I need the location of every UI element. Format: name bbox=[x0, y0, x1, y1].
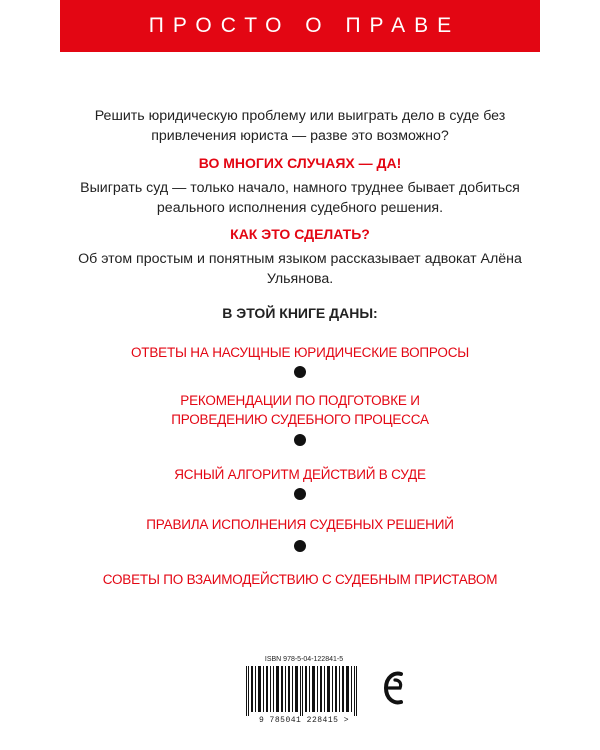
contents-item: РЕКОМЕНДАЦИИ ПО ПОДГОТОВКЕ И ПРОВЕДЕНИЮ СУДЕБНОГО ПРОЦЕССА bbox=[171, 393, 429, 427]
contents-item: ПРАВИЛА ИСПОЛНЕНИЯ СУДЕБНЫХ РЕШЕНИЙ bbox=[146, 517, 454, 532]
bullet-dot-icon bbox=[294, 434, 306, 446]
intro-statement: Выиграть суд — только начало, намного труднее бывает добиться реального исполнения судебного решения. bbox=[80, 180, 520, 216]
contents-item: ОТВЕТЫ НА НАСУЩНЫЕ ЮРИДИЧЕСКИЕ ВОПРОСЫ bbox=[131, 345, 469, 360]
bullet-dot-icon bbox=[294, 540, 306, 552]
bullet-dot-icon bbox=[294, 366, 306, 378]
barcode-bars-icon bbox=[244, 666, 364, 716]
isbn-number: ISBN 978-5-04-122841-5 bbox=[264, 656, 344, 663]
barcode bbox=[240, 656, 368, 730]
bullet-dot-icon bbox=[294, 488, 306, 500]
contents-heading: В ЭТОЙ КНИГЕ ДАНЫ: bbox=[222, 305, 378, 321]
intro-answer: ВО МНОГИХ СЛУЧАЯХ — ДА! bbox=[198, 155, 402, 171]
author-line: Об этом простым и понятным языком рассказывает адвокат Алёна Ульянова. bbox=[78, 251, 522, 287]
barcode-digits: 9 785041 228415 > bbox=[258, 716, 350, 725]
eksmo-logo-icon bbox=[381, 668, 407, 708]
contents-item: ЯСНЫЙ АЛГОРИТМ ДЕЙСТВИЙ В СУДЕ bbox=[174, 467, 426, 482]
intro-question: Решить юридическую проблему или выиграть дело в суде без привлечения юриста — разве это возможно? bbox=[94, 108, 506, 144]
series-title: ПРОСТО О ПРАВЕ bbox=[148, 14, 461, 37]
contents-item: СОВЕТЫ ПО ВЗАИМОДЕЙСТВИЮ С СУДЕБНЫМ ПРИСТАВОМ bbox=[102, 572, 498, 587]
series-banner bbox=[60, 0, 540, 52]
how-heading: КАК ЭТО СДЕЛАТЬ? bbox=[230, 226, 370, 242]
